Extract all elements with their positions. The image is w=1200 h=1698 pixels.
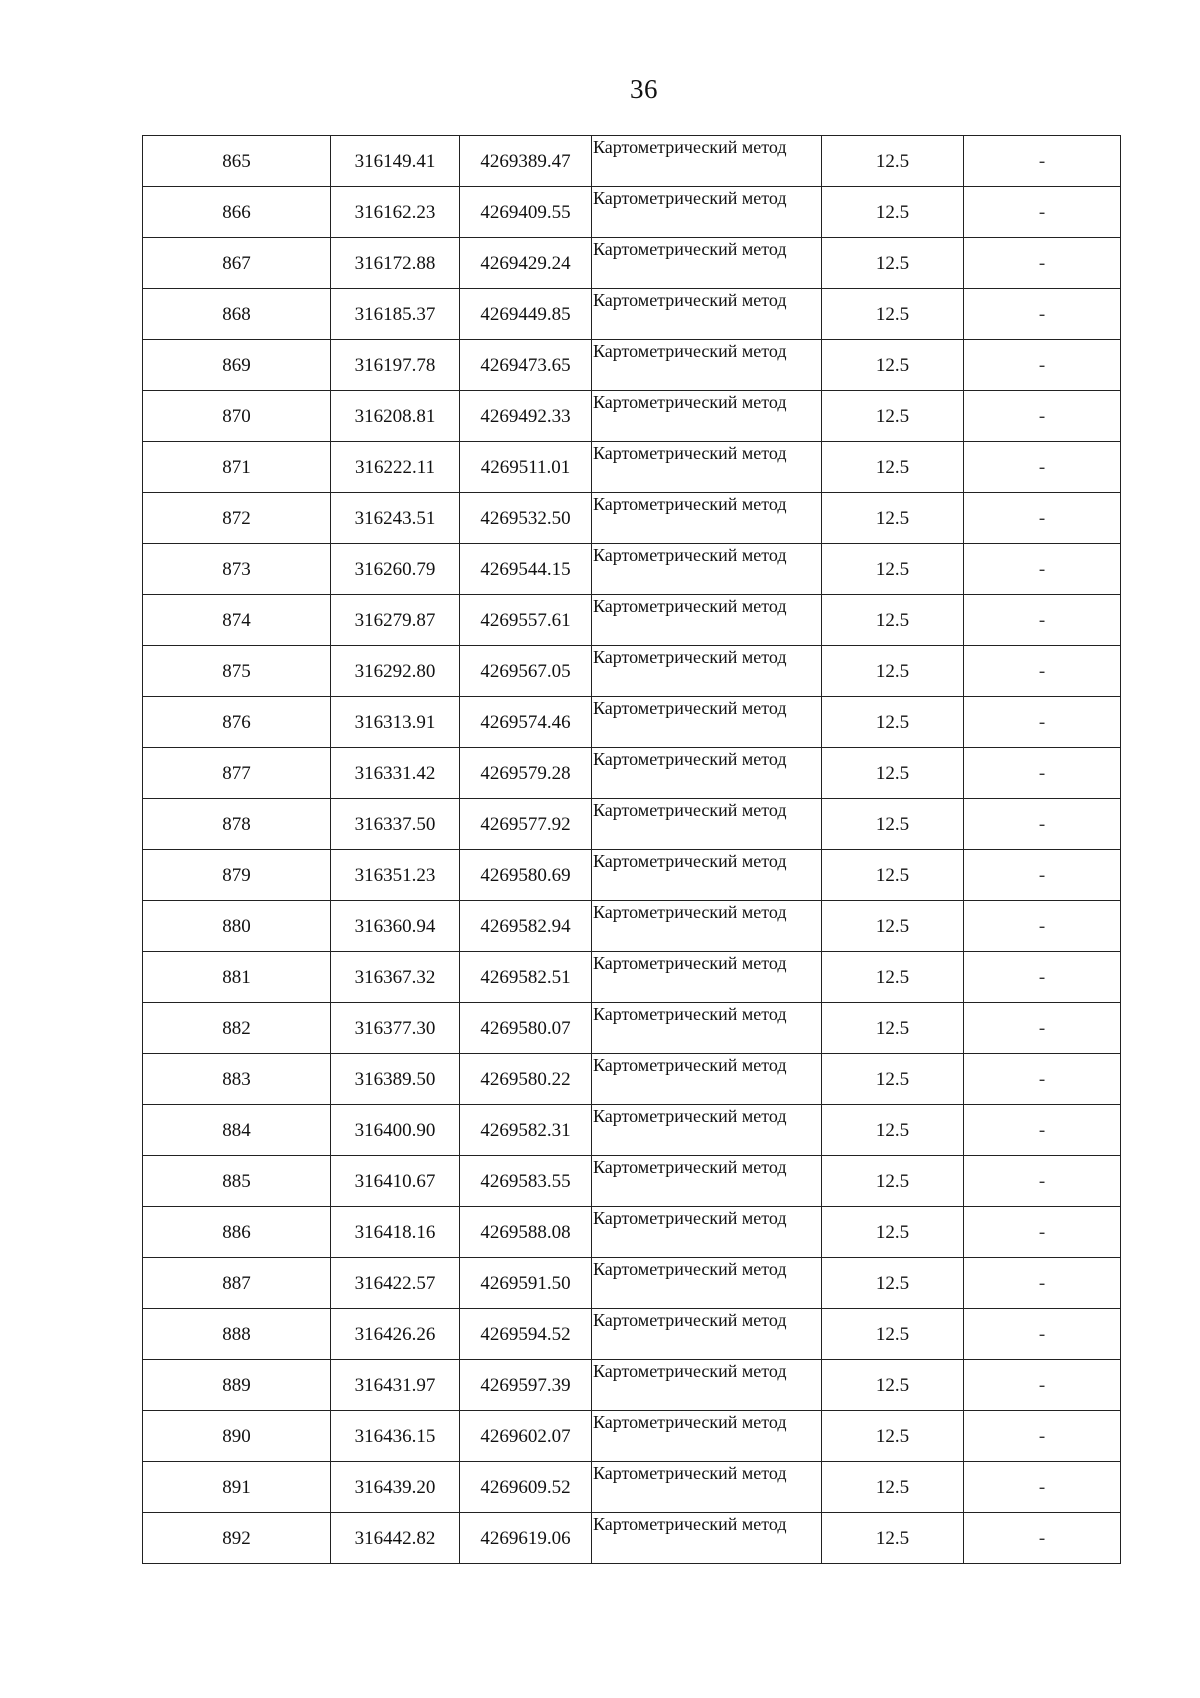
accuracy-cell: 12.5 bbox=[822, 1207, 964, 1258]
table-row bbox=[143, 1309, 1121, 1360]
y-coordinate-cell: 4269449.85 bbox=[460, 289, 592, 340]
x-coordinate-cell: 316292.80 bbox=[331, 646, 460, 697]
accuracy-cell: 12.5 bbox=[822, 544, 964, 595]
accuracy-cell: 12.5 bbox=[822, 1105, 964, 1156]
x-coordinate-cell: 316367.32 bbox=[331, 952, 460, 1003]
note-cell: - bbox=[964, 1411, 1121, 1462]
method-cell: Картометрический метод bbox=[592, 952, 822, 1003]
y-coordinate-cell: 4269511.01 bbox=[460, 442, 592, 493]
point-number-cell: 891 bbox=[143, 1462, 331, 1513]
point-number-cell: 881 bbox=[143, 952, 331, 1003]
accuracy-cell: 12.5 bbox=[822, 289, 964, 340]
table-row bbox=[143, 1156, 1121, 1207]
point-number-cell: 880 bbox=[143, 901, 331, 952]
method-cell: Картометрический метод bbox=[592, 238, 822, 289]
point-number-cell: 866 bbox=[143, 187, 331, 238]
note-cell: - bbox=[964, 391, 1121, 442]
accuracy-cell: 12.5 bbox=[822, 1462, 964, 1513]
y-coordinate-cell: 4269577.92 bbox=[460, 799, 592, 850]
x-coordinate-cell: 316431.97 bbox=[331, 1360, 460, 1411]
accuracy-cell: 12.5 bbox=[822, 136, 964, 187]
page-number: 36 bbox=[630, 74, 658, 104]
method-cell: Картометрический метод bbox=[592, 187, 822, 238]
note-cell: - bbox=[964, 1054, 1121, 1105]
accuracy-cell: 12.5 bbox=[822, 1411, 964, 1462]
accuracy-cell: 12.5 bbox=[822, 799, 964, 850]
method-cell: Картометрический метод bbox=[592, 340, 822, 391]
y-coordinate-cell: 4269594.52 bbox=[460, 1309, 592, 1360]
y-coordinate-cell: 4269579.28 bbox=[460, 748, 592, 799]
method-cell: Картометрический метод bbox=[592, 697, 822, 748]
note-cell: - bbox=[964, 1156, 1121, 1207]
point-number-cell: 868 bbox=[143, 289, 331, 340]
point-number-cell: 875 bbox=[143, 646, 331, 697]
table-row bbox=[143, 952, 1121, 1003]
method-cell: Картометрический метод bbox=[592, 544, 822, 595]
point-number-cell: 871 bbox=[143, 442, 331, 493]
note-cell: - bbox=[964, 187, 1121, 238]
accuracy-cell: 12.5 bbox=[822, 238, 964, 289]
note-cell: - bbox=[964, 850, 1121, 901]
note-cell: - bbox=[964, 493, 1121, 544]
note-cell: - bbox=[964, 1105, 1121, 1156]
accuracy-cell: 12.5 bbox=[822, 850, 964, 901]
y-coordinate-cell: 4269582.51 bbox=[460, 952, 592, 1003]
x-coordinate-cell: 316172.88 bbox=[331, 238, 460, 289]
accuracy-cell: 12.5 bbox=[822, 697, 964, 748]
x-coordinate-cell: 316426.26 bbox=[331, 1309, 460, 1360]
point-number-cell: 874 bbox=[143, 595, 331, 646]
x-coordinate-cell: 316439.20 bbox=[331, 1462, 460, 1513]
y-coordinate-cell: 4269492.33 bbox=[460, 391, 592, 442]
x-coordinate-cell: 316422.57 bbox=[331, 1258, 460, 1309]
method-cell: Картометрический метод bbox=[592, 493, 822, 544]
method-cell: Картометрический метод bbox=[592, 1207, 822, 1258]
point-number-cell: 883 bbox=[143, 1054, 331, 1105]
accuracy-cell: 12.5 bbox=[822, 952, 964, 1003]
method-cell: Картометрический метод bbox=[592, 646, 822, 697]
x-coordinate-cell: 316436.15 bbox=[331, 1411, 460, 1462]
accuracy-cell: 12.5 bbox=[822, 748, 964, 799]
table-row bbox=[143, 646, 1121, 697]
x-coordinate-cell: 316389.50 bbox=[331, 1054, 460, 1105]
point-number-cell: 869 bbox=[143, 340, 331, 391]
x-coordinate-cell: 316410.67 bbox=[331, 1156, 460, 1207]
note-cell: - bbox=[964, 442, 1121, 493]
note-cell: - bbox=[964, 1207, 1121, 1258]
method-cell: Картометрический метод bbox=[592, 1003, 822, 1054]
accuracy-cell: 12.5 bbox=[822, 1513, 964, 1564]
y-coordinate-cell: 4269574.46 bbox=[460, 697, 592, 748]
accuracy-cell: 12.5 bbox=[822, 1309, 964, 1360]
note-cell: - bbox=[964, 1513, 1121, 1564]
table-row bbox=[143, 748, 1121, 799]
table-row bbox=[143, 187, 1121, 238]
method-cell: Картометрический метод bbox=[592, 136, 822, 187]
x-coordinate-cell: 316377.30 bbox=[331, 1003, 460, 1054]
note-cell: - bbox=[964, 595, 1121, 646]
y-coordinate-cell: 4269544.15 bbox=[460, 544, 592, 595]
note-cell: - bbox=[964, 289, 1121, 340]
table-row bbox=[143, 1360, 1121, 1411]
y-coordinate-cell: 4269582.94 bbox=[460, 901, 592, 952]
accuracy-cell: 12.5 bbox=[822, 391, 964, 442]
note-cell: - bbox=[964, 1003, 1121, 1054]
accuracy-cell: 12.5 bbox=[822, 187, 964, 238]
note-cell: - bbox=[964, 952, 1121, 1003]
accuracy-cell: 12.5 bbox=[822, 493, 964, 544]
point-number-cell: 873 bbox=[143, 544, 331, 595]
y-coordinate-cell: 4269557.61 bbox=[460, 595, 592, 646]
x-coordinate-cell: 316222.11 bbox=[331, 442, 460, 493]
method-cell: Картометрический метод bbox=[592, 901, 822, 952]
table-row bbox=[143, 493, 1121, 544]
point-number-cell: 888 bbox=[143, 1309, 331, 1360]
method-cell: Картометрический метод bbox=[592, 748, 822, 799]
y-coordinate-cell: 4269609.52 bbox=[460, 1462, 592, 1513]
y-coordinate-cell: 4269582.31 bbox=[460, 1105, 592, 1156]
x-coordinate-cell: 316260.79 bbox=[331, 544, 460, 595]
point-number-cell: 865 bbox=[143, 136, 331, 187]
y-coordinate-cell: 4269580.07 bbox=[460, 1003, 592, 1054]
y-coordinate-cell: 4269591.50 bbox=[460, 1258, 592, 1309]
point-number-cell: 886 bbox=[143, 1207, 331, 1258]
y-coordinate-cell: 4269583.55 bbox=[460, 1156, 592, 1207]
note-cell: - bbox=[964, 799, 1121, 850]
accuracy-cell: 12.5 bbox=[822, 1054, 964, 1105]
method-cell: Картометрический метод bbox=[592, 1513, 822, 1564]
table-row bbox=[143, 289, 1121, 340]
table-row bbox=[143, 697, 1121, 748]
coordinates-table-body bbox=[143, 136, 1121, 1564]
table-row bbox=[143, 1105, 1121, 1156]
table-row bbox=[143, 391, 1121, 442]
x-coordinate-cell: 316185.37 bbox=[331, 289, 460, 340]
y-coordinate-cell: 4269580.69 bbox=[460, 850, 592, 901]
method-cell: Картометрический метод bbox=[592, 799, 822, 850]
y-coordinate-cell: 4269473.65 bbox=[460, 340, 592, 391]
point-number-cell: 885 bbox=[143, 1156, 331, 1207]
y-coordinate-cell: 4269409.55 bbox=[460, 187, 592, 238]
table-row bbox=[143, 901, 1121, 952]
method-cell: Картометрический метод bbox=[592, 1156, 822, 1207]
x-coordinate-cell: 316360.94 bbox=[331, 901, 460, 952]
x-coordinate-cell: 316337.50 bbox=[331, 799, 460, 850]
y-coordinate-cell: 4269588.08 bbox=[460, 1207, 592, 1258]
point-number-cell: 882 bbox=[143, 1003, 331, 1054]
method-cell: Картометрический метод bbox=[592, 1258, 822, 1309]
point-number-cell: 889 bbox=[143, 1360, 331, 1411]
table-row bbox=[143, 442, 1121, 493]
note-cell: - bbox=[964, 901, 1121, 952]
point-number-cell: 892 bbox=[143, 1513, 331, 1564]
point-number-cell: 884 bbox=[143, 1105, 331, 1156]
point-number-cell: 887 bbox=[143, 1258, 331, 1309]
x-coordinate-cell: 316331.42 bbox=[331, 748, 460, 799]
y-coordinate-cell: 4269619.06 bbox=[460, 1513, 592, 1564]
table-row bbox=[143, 1054, 1121, 1105]
note-cell: - bbox=[964, 136, 1121, 187]
x-coordinate-cell: 316243.51 bbox=[331, 493, 460, 544]
method-cell: Картометрический метод bbox=[592, 442, 822, 493]
note-cell: - bbox=[964, 1309, 1121, 1360]
y-coordinate-cell: 4269597.39 bbox=[460, 1360, 592, 1411]
note-cell: - bbox=[964, 1258, 1121, 1309]
point-number-cell: 878 bbox=[143, 799, 331, 850]
method-cell: Картометрический метод bbox=[592, 850, 822, 901]
point-number-cell: 890 bbox=[143, 1411, 331, 1462]
table-row bbox=[143, 136, 1121, 187]
point-number-cell: 870 bbox=[143, 391, 331, 442]
table-row bbox=[143, 1207, 1121, 1258]
x-coordinate-cell: 316400.90 bbox=[331, 1105, 460, 1156]
method-cell: Картометрический метод bbox=[592, 1309, 822, 1360]
accuracy-cell: 12.5 bbox=[822, 340, 964, 391]
note-cell: - bbox=[964, 340, 1121, 391]
method-cell: Картометрический метод bbox=[592, 289, 822, 340]
table-row bbox=[143, 1003, 1121, 1054]
method-cell: Картометрический метод bbox=[592, 1462, 822, 1513]
accuracy-cell: 12.5 bbox=[822, 901, 964, 952]
accuracy-cell: 12.5 bbox=[822, 595, 964, 646]
y-coordinate-cell: 4269532.50 bbox=[460, 493, 592, 544]
accuracy-cell: 12.5 bbox=[822, 1360, 964, 1411]
note-cell: - bbox=[964, 1360, 1121, 1411]
x-coordinate-cell: 316279.87 bbox=[331, 595, 460, 646]
y-coordinate-cell: 4269567.05 bbox=[460, 646, 592, 697]
x-coordinate-cell: 316162.23 bbox=[331, 187, 460, 238]
method-cell: Картометрический метод bbox=[592, 1105, 822, 1156]
note-cell: - bbox=[964, 697, 1121, 748]
method-cell: Картометрический метод bbox=[592, 391, 822, 442]
accuracy-cell: 12.5 bbox=[822, 1003, 964, 1054]
note-cell: - bbox=[964, 1462, 1121, 1513]
x-coordinate-cell: 316208.81 bbox=[331, 391, 460, 442]
table-row bbox=[143, 595, 1121, 646]
method-cell: Картометрический метод bbox=[592, 1054, 822, 1105]
x-coordinate-cell: 316149.41 bbox=[331, 136, 460, 187]
table-row bbox=[143, 1462, 1121, 1513]
x-coordinate-cell: 316442.82 bbox=[331, 1513, 460, 1564]
accuracy-cell: 12.5 bbox=[822, 646, 964, 697]
note-cell: - bbox=[964, 238, 1121, 289]
accuracy-cell: 12.5 bbox=[822, 442, 964, 493]
y-coordinate-cell: 4269429.24 bbox=[460, 238, 592, 289]
note-cell: - bbox=[964, 646, 1121, 697]
method-cell: Картометрический метод bbox=[592, 1360, 822, 1411]
point-number-cell: 877 bbox=[143, 748, 331, 799]
point-number-cell: 872 bbox=[143, 493, 331, 544]
y-coordinate-cell: 4269580.22 bbox=[460, 1054, 592, 1105]
table-row bbox=[143, 238, 1121, 289]
x-coordinate-cell: 316351.23 bbox=[331, 850, 460, 901]
point-number-cell: 876 bbox=[143, 697, 331, 748]
y-coordinate-cell: 4269389.47 bbox=[460, 136, 592, 187]
table-row bbox=[143, 1513, 1121, 1564]
x-coordinate-cell: 316313.91 bbox=[331, 697, 460, 748]
accuracy-cell: 12.5 bbox=[822, 1156, 964, 1207]
note-cell: - bbox=[964, 748, 1121, 799]
x-coordinate-cell: 316197.78 bbox=[331, 340, 460, 391]
table-row bbox=[143, 544, 1121, 595]
table-row bbox=[143, 340, 1121, 391]
table-row bbox=[143, 799, 1121, 850]
method-cell: Картометрический метод bbox=[592, 595, 822, 646]
table-row bbox=[143, 1258, 1121, 1309]
note-cell: - bbox=[964, 544, 1121, 595]
table-row bbox=[143, 850, 1121, 901]
point-number-cell: 879 bbox=[143, 850, 331, 901]
accuracy-cell: 12.5 bbox=[822, 1258, 964, 1309]
x-coordinate-cell: 316418.16 bbox=[331, 1207, 460, 1258]
point-number-cell: 867 bbox=[143, 238, 331, 289]
y-coordinate-cell: 4269602.07 bbox=[460, 1411, 592, 1462]
method-cell: Картометрический метод bbox=[592, 1411, 822, 1462]
table-row bbox=[143, 1411, 1121, 1462]
coordinates-table bbox=[142, 135, 1121, 1564]
